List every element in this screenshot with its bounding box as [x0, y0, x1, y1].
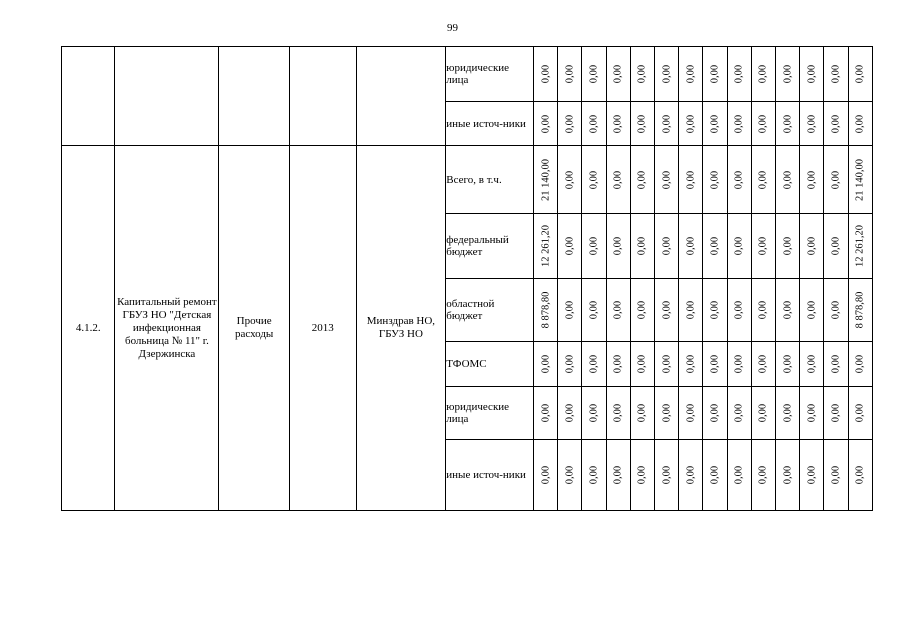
value-text: 0,00: [830, 355, 842, 374]
value-text: 0,00: [782, 114, 794, 134]
value-cell: [582, 146, 606, 213]
table-row: [62, 146, 873, 213]
value-text: 0,00: [709, 114, 721, 134]
value-text: 0,00: [806, 403, 818, 423]
value-cell: [534, 387, 558, 439]
value-text: 0,00: [806, 465, 818, 485]
value-text: 0,00: [830, 236, 842, 256]
value-text: 0,00: [612, 403, 624, 423]
value-cell: [751, 102, 775, 146]
value-text: 0,00: [588, 114, 600, 134]
value-cell: [606, 387, 630, 439]
value-text: 0,00: [757, 355, 769, 374]
value-cell: [606, 146, 630, 213]
value-text: 21 140,00: [854, 158, 866, 201]
value-cell: [655, 102, 679, 146]
value-text: 0,00: [830, 64, 842, 84]
value-text: 0,00: [685, 64, 697, 84]
value-cell: [776, 47, 800, 102]
value-text: 0,00: [540, 403, 552, 423]
value-text: 0,00: [757, 114, 769, 134]
value-cell: [582, 439, 606, 510]
value-text: 12 261,20: [540, 224, 552, 267]
value-text: 0,00: [806, 64, 818, 84]
value-text: 0,00: [757, 465, 769, 485]
value-text: 0,00: [782, 465, 794, 485]
source-cell: [446, 439, 534, 510]
section-number: 4.1.2.: [62, 146, 115, 511]
value-cell: [703, 342, 727, 387]
source-cell: [446, 278, 534, 341]
value-text: 0,00: [685, 236, 697, 256]
value-text: 0,00: [636, 355, 648, 374]
value-cell: [534, 439, 558, 510]
value-text: 0,00: [685, 403, 697, 423]
value-text: 0,00: [612, 64, 624, 84]
value-text: 0,00: [806, 236, 818, 256]
value-text: 0,00: [806, 114, 818, 134]
value-cell: [800, 439, 824, 510]
value-cell: [558, 102, 582, 146]
value-text: 0,00: [588, 465, 600, 485]
source-label: юридические лица: [446, 62, 510, 87]
value-text: 0,00: [733, 236, 745, 256]
value-text: 0,00: [757, 300, 769, 320]
source-label: иные источ-ники: [446, 117, 526, 130]
value-cell: [655, 278, 679, 341]
source-label: федеральный бюджет: [446, 233, 509, 258]
value-cell: [558, 146, 582, 213]
value-cell: [800, 102, 824, 146]
value-cell: [655, 439, 679, 510]
value-text: 0,00: [733, 64, 745, 84]
value-cell: [703, 102, 727, 146]
value-cell: [558, 278, 582, 341]
value-text: 0,00: [854, 403, 866, 423]
value-text: 0,00: [588, 236, 600, 256]
source-label: ТФОМС: [446, 358, 487, 371]
value-cell: [534, 342, 558, 387]
value-cell: [534, 47, 558, 102]
value-text: 8 878,80: [540, 291, 552, 329]
value-text: 0,00: [709, 355, 721, 374]
value-text: 0,00: [564, 114, 576, 134]
value-cell: [703, 146, 727, 213]
value-cell: [824, 47, 848, 102]
value-text: 0,00: [661, 403, 673, 423]
value-text: 0,00: [685, 170, 697, 189]
value-cell: [558, 342, 582, 387]
value-cell: [703, 47, 727, 102]
value-text: 0,00: [757, 236, 769, 256]
value-cell: [655, 387, 679, 439]
value-text: 0,00: [612, 355, 624, 374]
value-text: 0,00: [612, 300, 624, 320]
value-text: 0,00: [661, 64, 673, 84]
value-text: 0,00: [733, 114, 745, 134]
value-text: 0,00: [782, 355, 794, 374]
expense-type: Прочие расходы: [219, 146, 290, 511]
value-cell: [655, 47, 679, 102]
value-text: 0,00: [830, 465, 842, 485]
value-text: 0,00: [661, 465, 673, 485]
value-cell: [630, 102, 654, 146]
value-text: 0,00: [854, 465, 866, 485]
value-cell: [751, 342, 775, 387]
value-cell: [630, 47, 654, 102]
value-cell: [776, 439, 800, 510]
value-text: 0,00: [709, 170, 721, 189]
value-text: 0,00: [636, 236, 648, 256]
value-text: 0,00: [854, 355, 866, 374]
value-text: 0,00: [661, 300, 673, 320]
value-text: 0,00: [709, 465, 721, 485]
value-text: 0,00: [757, 403, 769, 423]
value-text: 0,00: [854, 114, 866, 134]
value-text: 12 261,20: [854, 224, 866, 267]
value-text: 0,00: [709, 403, 721, 423]
value-text: 0,00: [588, 170, 600, 189]
value-text: 0,00: [661, 355, 673, 374]
value-cell: [558, 213, 582, 278]
value-cell: [582, 102, 606, 146]
value-cell: [534, 278, 558, 341]
value-cell: [776, 342, 800, 387]
value-cell: [824, 278, 848, 341]
value-cell: [751, 146, 775, 213]
value-cell: [606, 102, 630, 146]
value-cell: [824, 102, 848, 146]
value-text: 0,00: [564, 403, 576, 423]
value-cell: [751, 213, 775, 278]
value-text: 0,00: [854, 64, 866, 84]
value-cell: [679, 278, 703, 341]
value-text: 0,00: [636, 465, 648, 485]
value-text: 0,00: [564, 355, 576, 374]
value-cell: [655, 213, 679, 278]
value-text: 0,00: [588, 64, 600, 84]
value-cell: [800, 146, 824, 213]
value-text: 0,00: [588, 300, 600, 320]
value-text: 0,00: [830, 114, 842, 134]
value-cell: [848, 278, 872, 341]
value-text: 0,00: [564, 64, 576, 84]
source-cell: [446, 146, 534, 213]
value-text: 0,00: [636, 64, 648, 84]
source-label: юридические лица: [446, 401, 510, 426]
value-cell: [679, 213, 703, 278]
value-cell: [630, 278, 654, 341]
value-text: 0,00: [564, 170, 576, 189]
value-cell: [848, 387, 872, 439]
value-cell: [606, 439, 630, 510]
value-cell: [582, 342, 606, 387]
value-cell: [630, 146, 654, 213]
value-text: 0,00: [782, 403, 794, 423]
value-cell: [534, 146, 558, 213]
value-cell: [824, 213, 848, 278]
value-text: 0,00: [540, 114, 552, 134]
value-cell: [751, 47, 775, 102]
value-cell: [703, 439, 727, 510]
value-text: 0,00: [612, 236, 624, 256]
value-text: 0,00: [636, 300, 648, 320]
value-cell: [800, 387, 824, 439]
value-text: 0,00: [806, 355, 818, 374]
value-cell: [606, 342, 630, 387]
value-cell: [776, 387, 800, 439]
value-cell: [582, 387, 606, 439]
expense-cell-empty: [219, 47, 290, 146]
value-cell: [630, 387, 654, 439]
value-cell: [848, 47, 872, 102]
value-text: 0,00: [612, 114, 624, 134]
section-executor: Минздрав НО, ГБУЗ НО: [356, 146, 446, 511]
value-cell: [824, 146, 848, 213]
value-text: 0,00: [709, 236, 721, 256]
source-cell: [446, 47, 534, 102]
value-cell: [703, 213, 727, 278]
value-cell: [800, 278, 824, 341]
value-text: 0,00: [612, 170, 624, 189]
value-text: 0,00: [830, 403, 842, 423]
value-text: 21 140,00: [540, 158, 552, 201]
table-row: [62, 47, 873, 102]
value-cell: [630, 342, 654, 387]
value-text: 0,00: [733, 355, 745, 374]
source-cell: [446, 342, 534, 387]
value-cell: [848, 342, 872, 387]
value-cell: [751, 278, 775, 341]
value-cell: [800, 342, 824, 387]
value-cell: [606, 278, 630, 341]
value-text: 0,00: [685, 300, 697, 320]
value-cell: [727, 342, 751, 387]
value-cell: [848, 146, 872, 213]
value-cell: [558, 387, 582, 439]
value-cell: [679, 439, 703, 510]
value-text: 0,00: [564, 236, 576, 256]
value-text: 8 878,80: [854, 291, 866, 329]
value-cell: [630, 213, 654, 278]
value-cell: [727, 387, 751, 439]
value-text: 0,00: [733, 465, 745, 485]
value-text: 0,00: [588, 403, 600, 423]
value-text: 0,00: [540, 355, 552, 374]
value-text: 0,00: [661, 170, 673, 189]
value-text: 0,00: [830, 170, 842, 189]
value-cell: [848, 213, 872, 278]
value-cell: [727, 439, 751, 510]
value-cell: [606, 47, 630, 102]
value-text: 0,00: [782, 236, 794, 256]
value-cell: [582, 47, 606, 102]
value-text: 0,00: [636, 114, 648, 134]
value-text: 0,00: [685, 114, 697, 134]
value-text: 0,00: [685, 355, 697, 374]
value-cell: [655, 342, 679, 387]
source-cell: [446, 387, 534, 439]
value-cell: [606, 213, 630, 278]
value-text: 0,00: [806, 170, 818, 189]
value-cell: [776, 213, 800, 278]
value-cell: [727, 47, 751, 102]
source-label: областной бюджет: [446, 298, 495, 323]
section-name: Капитальный ремонт ГБУЗ НО "Детская инфекционная больница № 11" г. Дзержинска: [115, 146, 219, 511]
year-cell-empty: [289, 47, 356, 146]
value-text: 0,00: [636, 170, 648, 189]
value-text: 0,00: [661, 114, 673, 134]
value-cell: [776, 278, 800, 341]
value-text: 0,00: [709, 64, 721, 84]
value-cell: [751, 439, 775, 510]
value-cell: [582, 278, 606, 341]
value-cell: [679, 146, 703, 213]
page-number: 99: [447, 22, 458, 34]
value-text: 0,00: [733, 403, 745, 423]
value-text: 0,00: [782, 170, 794, 189]
value-text: 0,00: [782, 64, 794, 84]
value-cell: [776, 102, 800, 146]
value-text: 0,00: [540, 465, 552, 485]
value-cell: [534, 102, 558, 146]
value-cell: [727, 102, 751, 146]
value-text: 0,00: [588, 355, 600, 374]
value-text: 0,00: [564, 465, 576, 485]
value-cell: [824, 439, 848, 510]
value-text: 0,00: [733, 170, 745, 189]
value-cell: [679, 387, 703, 439]
value-cell: [655, 146, 679, 213]
value-cell: [800, 213, 824, 278]
value-text: 0,00: [733, 300, 745, 320]
value-cell: [703, 387, 727, 439]
value-text: 0,00: [709, 300, 721, 320]
value-text: 0,00: [661, 236, 673, 256]
value-text: 0,00: [782, 300, 794, 320]
value-text: 0,00: [757, 64, 769, 84]
value-cell: [534, 213, 558, 278]
value-cell: [558, 47, 582, 102]
value-cell: [727, 213, 751, 278]
value-cell: [824, 342, 848, 387]
value-cell: [800, 47, 824, 102]
name-cell-empty: [115, 47, 219, 146]
value-cell: [679, 47, 703, 102]
value-cell: [848, 102, 872, 146]
value-cell: [727, 146, 751, 213]
value-cell: [703, 278, 727, 341]
value-cell: [679, 342, 703, 387]
value-cell: [630, 439, 654, 510]
value-cell: [848, 439, 872, 510]
financing-table: [61, 46, 873, 511]
value-cell: [751, 387, 775, 439]
value-cell: [558, 439, 582, 510]
section-year: 2013: [289, 146, 356, 511]
source-cell: [446, 102, 534, 146]
value-cell: [776, 146, 800, 213]
value-cell: [582, 213, 606, 278]
value-text: 0,00: [806, 300, 818, 320]
value-text: 0,00: [757, 170, 769, 189]
value-cell: [727, 278, 751, 341]
executor-cell-empty: [356, 47, 446, 146]
value-text: 0,00: [564, 300, 576, 320]
source-label: иные источ-ники: [446, 468, 526, 481]
source-label: Всего, в т.ч.: [446, 173, 502, 186]
source-cell: [446, 213, 534, 278]
value-text: 0,00: [636, 403, 648, 423]
value-text: 0,00: [612, 465, 624, 485]
value-text: 0,00: [830, 300, 842, 320]
value-cell: [824, 387, 848, 439]
value-cell: [679, 102, 703, 146]
value-text: 0,00: [540, 64, 552, 84]
number-cell-empty: [62, 47, 115, 146]
value-text: 0,00: [685, 465, 697, 485]
